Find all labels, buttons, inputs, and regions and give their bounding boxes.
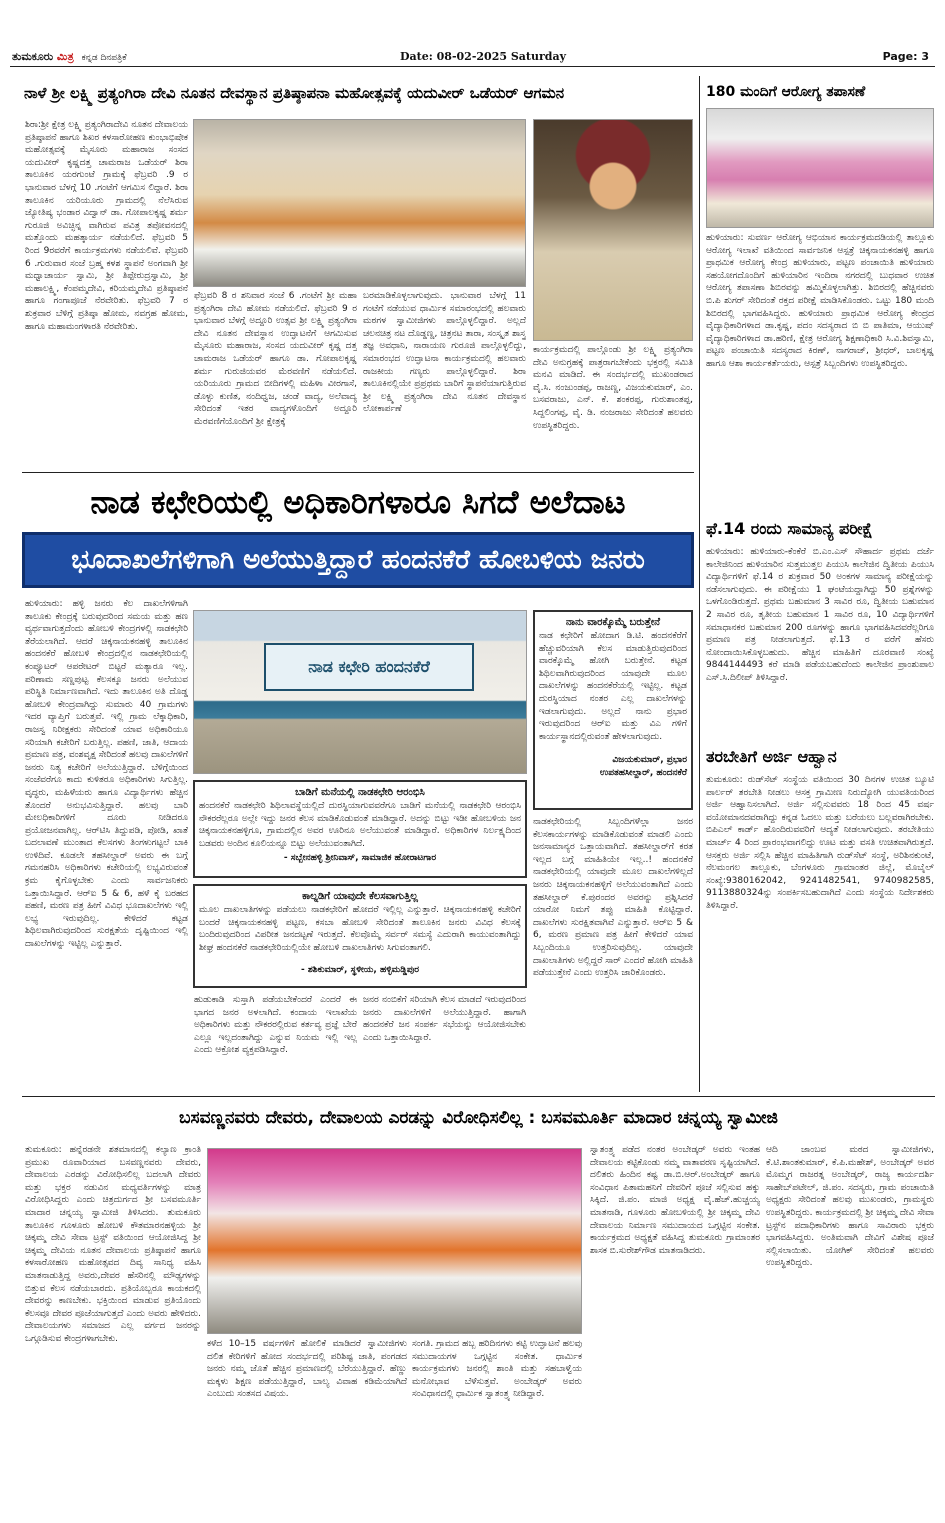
quote-box-signature-1: ವಿಜಯಕುಮಾರ್, ಪ್ರಭಾರ xyxy=(612,755,687,765)
seer-speaking-photo xyxy=(207,1148,582,1334)
section-rule xyxy=(22,472,694,473)
nada-kacheri-office-photo xyxy=(193,610,527,774)
story4-body: ಹುಳಿಯಾರು: ಹುಳಿಯಾರು-ಕೆಂಕೆರೆ ಬಿ.ಎಂ.ಎಸ್ ಸೌಹಾರ್ದ ಪ್ರಥಮ ದರ್ಜೆ ಕಾಲೇಜಿನಿಂದ ಹುಳಿಯಾರಿನ ಸುತ್ತಮುತ್ತಲ ಪಿಯುಸಿ ಕಾಲೇಜಿನ ದ್ವಿತೀಯ ಪಿಯುಸಿ ವಿದ್ಯಾರ್ಥಿಗಳಿಗೆ ಫೆ.14 ರ ಶುಕ್ರವಾರ 50 ಅಂಕಗಳ ಸಾಮಾನ್ಯ ಪರೀಕ್ಷೆಯನ್ನು ನಡೆಸಲಾಗುವುದು. ಈ ಪರೀಕ್ಷೆಯು 1 ಘಂಟೆಯದ್ದಾಗಿದ್ದು 50 ಪ್ರಶ್ನೆಗಳನ್ನು ಒಳಗೊಂಡಿರುತ್ತದೆ. ಪ್ರಥಮ ಬಹುಮಾನ 3 ಸಾವಿರ ರೂ, ದ್ವಿತೀಯ ಬಹುಮಾನ 2 ಸಾವಿರ ರೂ, ತೃತೀಯ ಬಹುಮಾನ 1 ಸಾವಿರ ರೂ, 10 ವಿದ್ಯಾರ್ಥಿಗಳಿಗೆ ಸಮಾಧಾನಕರ ಬಹುಮಾನ 200 ರೂಗಳನ್ನು ಹಾಗೂ ಭಾಗವಹಿಸಿದವರೆಲ್ಲರಿಗೂ ಪ್ರಮಾಣ ಪತ್ರ ನೀಡಲಾಗುತ್ತದೆ. ಫೆ.13 ರ ವರೆಗೆ ಹೆಸರು ನೋಂದಾಯಿಸಿಕೊಳ್ಳಬಹುದು. ಹೆಚ್ಚಿನ ಮಾಹಿತಿಗೆ ದೂರವಾಣಿ ಸಂಖ್ಯೆ 9844144493 ಕರೆ ಮಾಡಿ ಪಡೆಯಬಹುದೆಂದು ಕಾಲೇಜಿನ ಪ್ರಾಂಶುಪಾಲ ಎಸ್.ಸಿ.ದಿಲೀಪ್ ತಿಳಿಸಿದ್ದಾರೆ. xyxy=(706,547,934,683)
story5-body: ತುಮಕೂರು: ರುಡ್‌ಸೆಟ್ ಸಂಸ್ಥೆಯ ವತಿಯಿಂದ 30 ದಿನಗಳ ಉಚಿತ ಬ್ಯೂಟಿ ಪಾರ್ಲರ್ ತರಬೇತಿ ನೀಡಲು ಆಸಕ್ತ ಗ್ರಾಮೀಣ ನಿರುದ್ಯೋಗಿ ಯುವತಿಯರಿಂದ ಅರ್ಜಿ ಆಹ್ವಾನಿಸಲಾಗಿದೆ. ಅರ್ಜಿ ಸಲ್ಲಿಸುವವರು 18 ರಿಂದ 45 ವರ್ಷ ವಯೋಮಾನದವರಾಗಿದ್ದು ಕನ್ನಡ ಓದಲು ಮತ್ತು ಬರೆಯಲು ಬಲ್ಲವರಾಗಿರಬೇಕು. ಬಿಪಿಎಲ್ ಕಾರ್ಡ್ ಹೊಂದಿರುವವರಿಗೆ ಆದ್ಯತೆ ನೀಡಲಾಗುವುದು. ತರಬೇತಿಯು ಮಾರ್ಚ್ 4 ರಿಂದ ಪ್ರಾರಂಭವಾಗಲಿದ್ದು ಊಟ ಮತ್ತು ವಸತಿ ಉಚಿತವಾಗಿರುತ್ತದೆ. ಆಸಕ್ತರು ಅರ್ಜಿ ಸಲ್ಲಿಸಿ ಹೆಚ್ಚಿನ ಮಾಹಿತಿಗಾಗಿ ರುಡ್‌ಸೆಟ್ ಸಂಸ್ಥೆ, ಅರಿಶಿನಕುಂಟೆ, ನೆಲಮಂಗಲ ತಾಲ್ಲೂಕು, ಬೆಂಗಳೂರು ಗ್ರಾಮಾಂತರ ಜಿಲ್ಲೆ, ಮೊಬೈಲ್ ಸಂಖ್ಯೆ:9380162042, 9241482541, 9740982585, 9113880324ನ್ನು ಸಂಪರ್ಕಿಸಬಹುದಾಗಿದೆ ಎಂದು ಸಂಸ್ಥೆಯ ನಿರ್ದೇಶಕರು ತಿಳಿಸಿದ್ದಾರೆ. xyxy=(706,775,934,911)
story1-headline: ನಾಳೆ ಶ್ರೀ ಲಕ್ಷ್ಮಿ ಪ್ರತ್ಯಂಗಿರಾ ದೇವಿ ನೂತನ ದೇವಸ್ಥಾನ ಪ್ರತಿಷ್ಠಾಪನಾ ಮಹೋತ್ಸವಕ್ಕೆ ಯದುವೀರ್ ಒಡೆಯರ್ ಆಗಮನ xyxy=(24,84,565,102)
box-rent-office xyxy=(193,780,527,878)
temple-ceremony-photo xyxy=(193,119,526,287)
story3-column-1: ಹುಳಿಯಾರು: ಹಳ್ಳಿ ಜನರು ಕೆಲ ದಾಖಲೆಗಳಿಗಾಗಿ ತಾಲೂಕು ಕೇಂದ್ರಕ್ಕೆ ಬರುವುದರಿಂದ ಸಮಯ ಮತ್ತು ಹಣ ವ್ಯರ್ಥವಾಗುತ್ತದೆಂದು ಹೋಬಳಿ ಕೇಂದ್ರಗಳಲ್ಲಿ ನಾಡಕಛೇರಿ ತೆರೆಯಲಾಗಿದೆ. ಆದರೆ ಚಿಕ್ಕನಾಯಕನಹಳ್ಳಿ ತಾಲೂಕಿನ ಹಂದನಕೆರೆ ಹೋಬಳಿ ಕೇಂದ್ರದಲ್ಲಿನ ನಾಡಕಛೇರಿಯಲ್ಲಿ ಕಂಪ್ಯೂಟರ್ ಆಪರೇಟರ್ ಬಿಟ್ಟರೆ ಮತ್ಯಾರೂ ಇಲ್ಲ. ಪರಿಣಾಮ ಸಣ್ಣಪುಟ್ಟ ಕೆಲಸಕ್ಕೂ ಜನರು ಅಲೆಯುವ ಪರಿಸ್ಥಿತಿ ನಿರ್ಮಾಣವಾಗಿದೆ. ಇದು ತಾಲೂಕಿನ ಅತಿ ದೊಡ್ಡ ಹೋಬಳಿ ಕೇಂದ್ರವಾಗಿದ್ದು ಸುಮಾರು 40 ಗ್ರಾಮಗಳು ಇದರ ವ್ಯಾಪ್ತಿಗೆ ಬರುತ್ತವೆ. ಇಲ್ಲಿ ಗ್ರಾಮ ಲೆಕ್ಕಾಧಿಕಾರಿ, ರಾಜಸ್ವ ನಿರೀಕ್ಷಕರು ಸೇರಿದಂತೆ ಯಾವ ಅಧಿಕಾರಿಯೂ ಸರಿಯಾಗಿ ಕಚೇರಿಗೆ ಬರುತ್ತಿಲ್ಲ. ಪಹಣಿ, ಜಾತಿ, ಆದಾಯ ಪ್ರಮಾಣ ಪತ್ರ, ವಂಶವೃಕ್ಷ ಸೇರಿದಂತೆ ಹಲವು ದಾಖಲೆಗಳಿಗೆ ಜನರು ನಿತ್ಯ ಕಚೇರಿಗೆ ಅಲೆಯುತ್ತಿದ್ದಾರೆ. ಬೆಳಿಗ್ಗೆಯಿಂದ ಸಂಜೆವರೆಗೂ ಕಾದು ಕುಳಿತರೂ ಅಧಿಕಾರಿಗಳು ಸಿಗುತ್ತಿಲ್ಲ. ವೃದ್ಧರು, ಮಹಿಳೆಯರು ಹಾಗೂ ವಿದ್ಯಾರ್ಥಿಗಳು ಹೆಚ್ಚಿನ ತೊಂದರೆ ಅನುಭವಿಸುತ್ತಿದ್ದಾರೆ. ಹಲವು ಬಾರಿ ಮೇಲಧಿಕಾರಿಗಳಿಗೆ ದೂರು ನೀಡಿದರೂ ಪ್ರಯೋಜನವಾಗಿಲ್ಲ. ಆರ್‌ಟಿಸಿ ತಿದ್ದುಪಡಿ, ಪೋಡಿ, ಖಾತೆ ಬದಲಾವಣೆ ಮುಂತಾದ ಕೆಲಸಗಳು ತಿಂಗಳುಗಟ್ಟಲೆ ಬಾಕಿ ಉಳಿದಿವೆ. ಕೂಡಲೇ ತಹಸೀಲ್ದಾರ್ ಅವರು ಈ ಬಗ್ಗೆ ಗಮನಹರಿಸಿ ಅಧಿಕಾರಿಗಳು ಕಚೇರಿಯಲ್ಲಿ ಲಭ್ಯವಿರುವಂತೆ ಕ್ರಮ ಕೈಗೊಳ್ಳಬೇಕು ಎಂದು ಸಾರ್ವಜನಿಕರು ಒತ್ತಾಯಿಸಿದ್ದಾರೆ. ಆರ್‌ಐ 5 & 6, ಹಳೆ ಕೈ ಬರಹದ ಪಹಣಿ, ಮರಣ ಪತ್ರ ಹೀಗೆ ವಿವಿಧ ಭೂದಾಖಲೆಗಳು ಇಲ್ಲಿ ಲಭ್ಯ ಇರುವುದಿಲ್ಲ. ಕೇಳಿದರೆ ಕಟ್ಟಡ ಶಿಥಿಲವಾಗಿರುವುದರಿಂದ ಸುರಕ್ಷತೆಯ ದೃಷ್ಟಿಯಿಂದ ಇಲ್ಲಿ ದಾಖಲೆಗಳನ್ನು ಇಟ್ಟಿಲ್ಲ ಎನ್ನುತ್ತಾರೆ. xyxy=(25,599,188,950)
story1-column-1: ಶಿರಾ:ಶ್ರೀ ಕ್ಷೇತ್ರ ಲಕ್ಷ್ಮಿ ಪ್ರತ್ಯಂಗಿರಾದೇವಿ ನೂತನ ದೇವಾಲಯ ಪ್ರತಿಷ್ಠಾಪನೆ ಹಾಗೂ ಶಿಖರ ಕಳಸಾರೋಹಣ ಕುಂಭಾಭಿಷೇಕ ಮಹೋತ್ಸವಕ್ಕೆ ಮೈಸೂರು ಮಹಾರಾಜ ಸಂಸದ ಯದುವೀರ್ ಕೃಷ್ಣದತ್ತ ಚಾಮರಾಜ ಒಡೆಯರ್ ಶಿರಾ ತಾಲೂಕಿನ ಯರಗುಂಟೆ ಗ್ರಾಮಕ್ಕೆ ಫೆಬ್ರವರಿ .9 ರ ಭಾನುವಾರ ಬೆಳಗ್ಗೆ 10 .ಗಂಟೆಗೆ ಆಗಮಿಸ ಲಿದ್ದಾರೆ. ಶಿರಾ ತಾಲೂಕಿನ ಯರಿಯೂರು ಗ್ರಾಮದಲ್ಲಿ ನೆಲೆಸಿರುವ ಜ್ಯೋತಿಷ್ಯ ಭಂಡಾರ ವಿದ್ವಾನ್ ಡಾ. ಗೋಪಾಲಕೃಷ್ಣ ಶರ್ಮ ಗುರೂಜಿ ಅವಿಚ್ಛಿನ್ನ ವಾಗಿರುವ ಪವಿತ್ರ ತಪೋವನದಲ್ಲಿ ಮತ್ತೊಂದು ಮಹತ್ಕಾರ್ಯ ನಡೆಯಲಿದೆ. ಫೆಬ್ರವರಿ 5 ರಿಂದ 9ರವರೆಗೆ ಕಾರ್ಯಕ್ರಮಗಳು ನಡೆಯಲಿವೆ. ಫೆಬ್ರವರಿ 6 .ಗುರುವಾರ ಸಂಜೆ ಬ್ರಹ್ಮ ಕಳಶ ಸ್ಥಾಪನೆ ಅಂಗವಾಗಿ ಶ್ರೀ ಮಧ್ವಾಚಾರ್ಯ ಸ್ವಾಮಿ, ಶ್ರೀ ತಿಪ್ಪೇರುದ್ರಸ್ವಾಮಿ, ಶ್ರೀ ಮಹಾಲಕ್ಷ್ಮಿ, ಕೆಂಪಮ್ಮದೇವಿ, ಕರಿಯಮ್ಮದೇವಿ ಪ್ರತಿಷ್ಠಾಪನೆ ಹಾಗೂ ಗಂಗಾಪೂಜೆ ನೆರವೇರಿತು. ಫೆಬ್ರವರಿ 7 ರ ಶುಕ್ರವಾರ ಬೆಳಿಗ್ಗೆ ಪ್ರತಿಷ್ಠಾ ಹೋಮ, ನವಗ್ರಹ ಹೋಮ, ಹಾಗೂ ಮಹಾಮಂಗಳಾರತಿ ನೆರವೇರಿತು. xyxy=(25,120,188,332)
story3-column-2-bottom: ಹುಡುಕಾಡಿ ಸುಸ್ತಾಗಿ ಪಡೆಯಬೇಕೆಂದರೆ ಎಂದರೆ ಈ ಭಾಗದ ಜನರ ಅಳಲಾಗಿದೆ. ಕಂದಾಯ ಇಲಾಖೆಯ ಅಧಿಕಾರಿಗಳು ಮತ್ತು ನೌಕರರಲ್ಲಿರುವ ಕರ್ತವ್ಯ ಪ್ರಜ್ಞೆ ಬೇರೆ ಎಲ್ಲೂ ಇಲ್ಲದಂತಾಗಿದ್ದು ಎನ್ನುವ ನಿಯಮ ಇಲ್ಲಿ ಇಲ್ಲ ಎಂದು ಆಕ್ರೋಶ ವ್ಯಕ್ತಪಡಿಸಿದ್ದಾರೆ. xyxy=(194,995,357,1056)
story6-caption: ಕಳೆದ 10–15 ವರ್ಷಗಳಿಗೆ ಹೋಲಿಕೆ ಮಾಡಿದರೆ ಸ್ವಾಮೀಜಿಗಳು ದಲಿತ ಕೇರಿಗಳಿಗೆ ಹೋದ ಸಂದರ್ಭದಲ್ಲಿ ಪರಿಶಿಷ್ಟ ಜಾತಿ, ಪಂಗಡದ ಜನರು ನಮ್ಮ ಜೊತೆ ಹೆಚ್ಚಿನ ಪ್ರಮಾಣದಲ್ಲಿ ಬೆರೆಯುತ್ತಿದ್ದಾರೆ. ಹೆಣ್ಣು ಮಕ್ಕಳು ಶಿಕ್ಷಣ ಪಡೆಯುತ್ತಿದ್ದಾರೆ, ಬಾಲ್ಯ ವಿವಾಹ ಕಡಿಮೆಯಾಗಿದೆ ಎಂಬುದು ಸಂತಸದ ವಿಷಯ. xyxy=(207,1339,407,1400)
story2-body: ಹುಳಿಯಾರು: ಸುವರ್ಣ ಆರೋಗ್ಯ ಆಭಿಯಾನ ಕಾರ್ಯಕ್ರಮದಡಿಯಲ್ಲಿ ತಾಲ್ಲೂಕು ಆರೋಗ್ಯ ಇಲಾಖೆ ವತಿಯಿಂದ ಸಾರ್ವಜನಿಕ ಆಸ್ಪತ್ರೆ ಚಿಕ್ಕನಾಯಕನಹಳ್ಳಿ ಹಾಗೂ ಪ್ರಾಥಮಿಕ ಆರೋಗ್ಯ ಕೇಂದ್ರ ಹುಳಿಯಾರು, ಪಟ್ಟಣ ಪಂಚಾಯಿತಿ ಹುಳಿಯಾರು ಸಹಯೋಗದೊಂದಿಗೆ ಹುಳಿಯಾರಿನ ಇಂದಿರಾ ನಗರದಲ್ಲಿ ಬುಧವಾರ ಉಚಿತ ಆರೋಗ್ಯ ತಪಾಸಣಾ ಶಿಬಿರವನ್ನು ಹಮ್ಮಿಕೊಳ್ಳಲಾಗಿತ್ತು. ಶಿಬಿರದಲ್ಲಿ ಹೆಚ್ಚಿನವರು ಬಿ.ಪಿ ಶುಗರ್ ಸೇರಿದಂತೆ ರಕ್ತದ ಪರೀಕ್ಷೆ ಮಾಡಿಸಿಕೊಂಡರು. ಒಟ್ಟು 180 ಮಂದಿ ಶಿಬಿರದಲ್ಲಿ ಭಾಗವಹಿಸಿದ್ದರು. ಹುಳಿಯಾರು ಪ್ರಾಥಮಿಕ ಆರೋಗ್ಯ ಕೇಂದ್ರದ ವೈದ್ಯಾಧಿಕಾರಿಗಳಾದ ಡಾ.ಕೃಷ್ಣ, ಪದಂ ಸದಸ್ಯರಾದ ಬಿ ಬಿ ಪಾತಿಮಾ, ಆಯುಷ್ ವೈದ್ಯಾಧಿಕಾರಿಗಳಾದ ಡಾ.ಹರಿಣಿ, ಕ್ಷೇತ್ರ ಆರೋಗ್ಯ ಶಿಕ್ಷಣಾಧಿಕಾರಿ ಸಿ.ವಿ.ಶಿವಸ್ವಾಮಿ, ಪಟ್ಟಣ ಪಂಚಾಯಿತಿ ಸದಸ್ಯರಾದ ಕಿರಣ್, ನಾಗರಾಜ್, ಶ್ರೀಧರ್, ಬಾಲಕೃಷ್ಣ ಹಾಗೂ ಆಶಾ ಕಾರ್ಯಕರ್ತೆಯರು, ಆಸ್ಪತ್ರೆ ಸಿಬ್ಬಂದಿಗಳು ಉಪಸ್ಥಿತರಿದ್ದರು. xyxy=(706,233,934,369)
quote-box-body: ನಾಡ ಕಛೇರಿಗೆ ಹೋದಾಗ ಡಿ.ಟಿ. ಹಂದನಕೆರೆಗೆ ಹೆಚ್ಚುವರಿಯಾಗಿ ಕೆಲಸ ಮಾಡುತ್ತಿರುವುದರಿಂದ ವಾರಕ್ಕೊಮ್ಮೆ ಹೋಗಿ ಬರುತ್ತೇನೆ. ಕಟ್ಟಡ ಶಿಥಿಲವಾಗಿರುವುದರಿಂದ ಯಾವುದೇ ಮೂಲ ದಾಖಲೆಗಳನ್ನು ಹಂದನಕೆರೆಯಲ್ಲಿ ಇಟ್ಟಿಲ್ಲ. ಕಟ್ಟಡ ದುರಸ್ಥಿಯಾದ ನಂತರ ಎಲ್ಲ ದಾಖಲೆಗಳನ್ನು ಇಡಲಾಗುವುದು. ಅಲ್ಲದೆ ನಾನು ಪ್ರಭಾರ ಇರುವುದರಿಂದ ಆರ್‌ಐ ಮತ್ತು ವಿಎ ಗಳಿಗೆ ಕಾರ್ಯಸ್ಥಾನದಲ್ಲಿರುವಂತೆ ಹೇಳಲಾಗುವುದು. xyxy=(539,631,687,742)
story3-column-3: ನಾಡಕಛೇರಿಯಲ್ಲಿ ಸಿಬ್ಬಂದಿಗಳೆಲ್ಲಾ ಜನರ ಕೆಲಸಕಾರ್ಯಗಳನ್ನು ಮಾಡಿಕೊಡುವಂತೆ ಮಾಡಲಿ ಎಂದು ಜನಸಾಮಾನ್ಯರ ಒತ್ತಾಯವಾಗಿದೆ. ತಹಸೀಲ್ದಾರ್‌ಗೆ ಕರತ ಇಲ್ಲದ ಬಗ್ಗೆ ಮಾಹಿತಿಯೇ ಇಲ್ಲ..! ಹಂದನಕೆರೆ ನಾಡಕಛೇರಿಯಲ್ಲಿ ಯಾವುದೇ ಮೂಲ ದಾಖಲೆಗಳಿಲ್ಲದೆ ಜನರು ಚಿಕ್ಕನಾಯಕನಹಳ್ಳಿಗೆ ಅಲೆಯುವಂತಾಗಿದೆ ಎಂದು ತಹಸೀಲ್ದಾರ್ ಕೆ.ಪುರಂದರ ಅವರನ್ನು ಪ್ರಶ್ನಿಸಿದರೆ ಯಾರೋ ನಿಮಗೆ ತಪ್ಪು ಮಾಹಿತಿ ಕೊಟ್ಟಿದ್ದಾರೆ. ದಾಖಲೆಗಳು ಸುರಕ್ಷಿತವಾಗಿವೆ ಎನ್ನುತ್ತಾರೆ. ಆರ್‌ಐ 5 & 6, ಮರಣ ಪ್ರಮಾಣ ಪತ್ರ ಹೀಗೆ ಕೇಳಿದರೆ ಯಾವ ಸಿಬ್ಬಂದಿಯೂ ಉತ್ತರಿಸುವುದಿಲ್ಲ. ಯಾವುದೇ ದಾಖಲಾತಿಗಳು ಅಲ್ಲಿದ್ದರೆ ಸಾರ್ ಎಂದರೆ ಹೋಗಿ ಮಾಹಿತಿ ಪಡೆಯುತ್ತೇನೆ ಎಂದು ಉತ್ತರಿಸಿ ಜಾರಿಕೊಂಡರು. xyxy=(533,817,693,979)
box-rent-office-title: ಬಾಡಿಗೆ ಮನೆಯಲ್ಲಿ ನಾಡಕಛೇರಿ ಆರಂಭಿಸಿ xyxy=(295,787,425,798)
newspaper-brand xyxy=(12,50,127,64)
story1-column-4: ಕಾರ್ಯಕ್ರಮದಲ್ಲಿ ಪಾಲ್ಗೊಂಡು ಶ್ರೀ ಲಕ್ಷ್ಮಿ ಪ್ರತ್ಯಂಗಿರಾ ದೇವಿ ಅನುಗ್ರಹಕ್ಕೆ ಪಾತ್ರರಾಗಬೇಕೆಂದು ಭಕ್ತರಲ್ಲಿ ಸಮಿತಿ ಮನವಿ ಮಾಡಿದೆ. ಈ ಸಂದರ್ಭದಲ್ಲಿ ಮುಖಂಡರಾದ ವೈ.ಸಿ. ನಂಜುಂಡಪ್ಪ, ರಾಜಣ್ಣ, ವಿಜಯಕುಮಾರ್, ಎಂ. ಬಸವರಾಜು, ಎನ್. ಕೆ. ಶಂಕರಪ್ಪ, ಗುರುಶಾಂತಪ್ಪ, ಸಿದ್ದಲಿಂಗಪ್ಪ, ವೈ. ಡಿ. ನಂಜರಾಜು ಸೇರಿದಂತೆ ಹಲವರು ಉಪಸ್ಥಿತರಿದ್ದರು. xyxy=(533,345,693,431)
health-camp-photo xyxy=(706,108,934,228)
brand-tagline: ಕನ್ನಡ ದಿನಪತ್ರಿಕೆ xyxy=(81,53,127,63)
box-rent-office-signature: - ಸಬ್ಬೇನಹಳ್ಳಿ ಶ್ರೀನಿವಾಸ್, ಸಾಮಾಜಿಕ ಹೋರಾಟಗಾರ xyxy=(283,853,437,863)
quote-box-deputy-tahsildar xyxy=(533,610,693,810)
story1-column-3: ಬರಮಾಡಿಕೊಳ್ಳಲಾಗುವುದು. ಭಾನುವಾರ ಬೆಳಗ್ಗೆ 11 ಗಂಟೆಗೆ ನಡೆಯುವ ಧಾರ್ಮಿಕ ಸಮಾರಂಭದಲ್ಲಿ ಹಲವಾರು ಮಠಗಳ ಸ್ವಾಮೀಜಿಗಳು ಪಾಲ್ಗೊಳ್ಳಲಿದ್ದಾರೆ. ಅಲ್ಲದೆ ಚಲನಚಿತ್ರ ನಟ ದೊಡ್ಡಣ್ಣ, ಚಿತ್ರನಟ ತಾರಾ, ಸಂಸ್ಕೃತ ಶಾಸ್ತ್ರ ತಜ್ಞ ಅವಧಾನಿ, ನಾರಾಯಣ ಗುರೂಜಿ ಪಾಲ್ಗೊಳ್ಳಲಿದ್ದು, ಸಮಾರಂಭದ ಉದ್ಘಾಟನಾ ಕಾರ್ಯಕ್ರಮದಲ್ಲಿ ಹಲವಾರು ರಾಜಕೀಯ ಗಣ್ಯರು ಪಾಲ್ಗೊಳ್ಳಲಿದ್ದಾರೆ. ಶಿರಾ ತಾಲೂಕಿನಲ್ಲಿಯೇ ಪ್ರಪ್ರಥಮ ಬಾರಿಗೆ ಸ್ಥಾಪನೆಯಾಗುತ್ತಿರುವ ಶ್ರೀ ಲಕ್ಷ್ಮಿ ಪ್ರತ್ಯಂಗಿರಾ ದೇವಿ ನೂತನ ದೇವಸ್ಥಾನ ಲೋಕಾರ್ಪಣೆ xyxy=(363,291,526,415)
box-rent-office-body: ಹಂದನಕೆರೆ ನಾಡಕಛೇರಿ ಶಿಥಿಲಾವಸ್ಥೆಯಲ್ಲಿದೆ ದುರಸ್ಥಿಯಾಗುವವರೆಗೂ ಬಾಡಿಗೆ ಮನೆಯಲ್ಲಿ ನಾಡಕಛೇರಿ ಆರಂಭಿಸಿ ನೌಕರರೆಲ್ಲರೂ ಅಲ್ಲೇ ಇದ್ದು ಜನರ ಕೆಲಸ ಮಾಡಿಕೊಡುವಂತೆ ಮಾಡಿದ್ದಾರೆ. ಅದನ್ನು ಬಿಟ್ಟು ಇಡೀ ಹೋಬಳಿಯ ಜನ ಚಿಕ್ಕನಾಯಕನಹಳ್ಳಿಗೂ, ಗ್ರಾಮದಲ್ಲಿನ ಅವರ ಊರಿನೂ ಅಲೆಯುವಂತೆ ಮಾಡಿದ್ದಾರೆ. ಅಧಿಕಾರಿಗಳ ನಿರ್ಲಕ್ಷ್ಯದಿಂದ ಬಡವರು ಅಂದಿನ ಕೂಲಿಯನ್ನೂ ಬಿಟ್ಟು ಅಲೆಯುವಂತಾಗಿದೆ. xyxy=(199,801,521,849)
quote-box-signature-2: ಉಪತಹಸೀಲ್ದಾರ್, ಹಂದನಕೆರೆ xyxy=(599,767,687,778)
story4-headline: ಫೆ.14 ರಂದು ಸಾಮಾನ್ಯ ಪರೀಕ್ಷೆ xyxy=(706,519,873,538)
story6-headline: ಬಸವಣ್ಣನವರು ದೇವರು, ದೇವಾಲಯ ಎರಡನ್ನು ವಿರೋಧಿಸಲಿಲ್ಲ : ಬಸವಮೂರ್ತಿ ಮಾದಾರ ಚನ್ನಯ್ಯ ಸ್ವಾಮೀಜಿ xyxy=(179,1108,778,1128)
brand-name-part1: ತುಮಕೂರು xyxy=(12,50,54,63)
story6-column-2: ಸಂಗತಿ. ಗ್ರಾಮದ ಹಬ್ಬ ಹರಿದಿನಗಳು ಕಟ್ಟಿ ಉದ್ಘಾಟನೆ ಹಲವು ಸಮುದಾಯಗಳ ಒಗ್ಗಟ್ಟಿನ ಸಂಕೇತ. ಧಾರ್ಮಿಕ ಕಾರ್ಯಕ್ರಮಗಳು ಜನರಲ್ಲಿ ಶಾಂತಿ ಮತ್ತು ಸಹಬಾಳ್ವೆಯ ಮನೋಭಾವ ಬೆಳೆಸುತ್ತವೆ. ಅಂಬೇಡ್ಕರ್ ಅವರು ಸಂವಿಧಾನದಲ್ಲಿ ಧಾರ್ಮಿಕ ಸ್ವಾತಂತ್ರ್ಯ ನೀಡಿದ್ದಾರೆ. xyxy=(412,1339,582,1400)
box-no-work xyxy=(193,884,527,988)
blue-subheadline-text: ಭೂದಾಖಲೆಗಳಿಗಾಗಿ ಅಲೆಯುತ್ತಿದ್ದಾರೆ ಹಂದನಕೆರೆ ಹೋಬಳಿಯ ಜನರು xyxy=(71,544,645,575)
story6-column-1: ತುಮಕೂರು: ಹನ್ನೆರಡನೇ ಶತಮಾನದಲ್ಲಿ ಕಲ್ಯಾಣ ಕ್ರಾಂತಿ ಪ್ರಮುಖ ರೂವಾರಿಯಾದ ಬಸವಣ್ಣನವರು ದೇವರು, ದೇವಾಲಯ ಎರಡನ್ನು ವಿರೋಧಿಸಲಿಲ್ಲ ಬದಲಾಗಿ ದೇವರು ಮತ್ತು ಭಕ್ತರ ನಡುವಿನ ಮಧ್ಯವರ್ತಿಗಳನ್ನು ಮಾತ್ರ ವಿರೋಧಿಸಿದ್ದರು ಎಂದು ಚಿತ್ರದುರ್ಗದ ಶ್ರೀ ಬಸವಮೂರ್ತಿ ಮಾದಾರ ಚನ್ನಯ್ಯ ಸ್ವಾಮೀಜಿ ತಿಳಿಸಿದರು. ತುಮಕೂರು ತಾಲೂಕಿನ ಗೂಳೂರು ಹೋಬಳಿ ಕೌತಮಾರನಹಳ್ಳಿಯ ಶ್ರೀ ಚಿಕ್ಕಮ್ಮ ದೇವಿ ಸೇವಾ ಟ್ರಸ್ಟ್ ವತಿಯಿಂದ ಆಯೋಜಿಸಿದ್ದ ಶ್ರೀ ಚಿಕ್ಕಮ್ಮ ದೇವಿಯ ನೂತನ ದೇವಾಲಯ ಪ್ರತಿಷ್ಠಾಪನೆ ಹಾಗೂ ಕಳಸಾರೋಹಣ ಮಹೋತ್ಸವದ ದಿವ್ಯ ಸಾನಿಧ್ಯ ವಹಿಸಿ ಮಾತನಾಡುತ್ತಿದ್ದ ಅವರು,ದೇವರ ಹೆಸರಿನಲ್ಲಿ ಮೌಢ್ಯಗಳನ್ನು ಬಿತ್ತುವ ಕೆಲಸ ನಡೆಯಬಾರದು. ಪ್ರತಿಯೊಬ್ಬರೂ ಕಾಯಕದಲ್ಲಿ ದೇವರನ್ನು ಕಾಣಬೇಕು. ಭಕ್ತಿಯಿಂದ ಮಾಡುವ ಪ್ರತಿಯೊಂದು ಕೆಲಸವೂ ದೇವರ ಪೂಜೆಯಾಗುತ್ತದೆ ಎಂದು ಅವರು ಹೇಳಿದರು. ದೇವಾಲಯಗಳು ಸಮಾಜದ ಎಲ್ಲ ವರ್ಗದ ಜನರನ್ನು ಒಗ್ಗೂಡಿಸುವ ಕೇಂದ್ರಗಳಾಗಬೇಕು. xyxy=(25,1145,201,1344)
section-rule-bottom xyxy=(22,1096,935,1097)
blue-subheadline-banner xyxy=(22,532,694,588)
office-headline: ನಾಡ ಕಛೇರಿಯಲ್ಲಿ ಅಧಿಕಾರಿಗಳಾರೂ ಸಿಗದೆ ಅಲೆದಾಟ xyxy=(90,483,626,521)
quote-box-title: ನಾನು ವಾರಕ್ಕೊಮ್ಮೆ ಬರುತ್ತೇನೆ xyxy=(565,617,661,628)
dateline: Date: 08-02-2025 Saturday xyxy=(400,50,566,63)
yaduveer-wodeyar-portrait xyxy=(533,119,693,341)
masthead-rule xyxy=(10,66,935,67)
box-no-work-signature: - ಶಶಿಕುಮಾರ್, ಸ್ಥಳೀಯ, ಹಳ್ಳಿಮಡ್ಡಿಪುರ xyxy=(300,965,420,975)
page-number: Page: 3 xyxy=(882,50,929,63)
box-no-work-title: ಕಾಲ್ನಡಿಗೆ ಯಾವುದೇ ಕೆಲಸವಾಗುತ್ತಿಲ್ಲ xyxy=(302,891,418,902)
office-signboard: ನಾಡ ಕಛೇರಿ ಹಂದನಕೆರೆ xyxy=(264,643,474,691)
box-no-work-body: ಮೂಲ ದಾಖಲಾತಿಗಳನ್ನು ಪಡೆಯಲು ನಾಡಕಛೇರಿಗೆ ಹೋದರೆ ಇಲ್ಲಿಲ್ಲ ಎನ್ನುತ್ತಾರೆ. ಚಿಕ್ಕನಾಯಕನಹಳ್ಳಿ ಕಚೇರಿಗೆ ಬಂದರೆ ಚಿಕ್ಕನಾಯಕನಹಳ್ಳಿ ಪಟ್ಟಣ, ಕಸಬಾ ಹೋಬಳಿ ಸೇರಿದಂತೆ ತಾಲೂಕಿನ ಜನರು ವಿವಿಧ ಕೆಲಸಕ್ಕೆ ಬಂದಿರುವುದರಿಂದ ವಿಪರೀತ ಜನದಟ್ಟಣೆ ಇರುತ್ತದೆ. ಕೆಲವೊಮ್ಮೆ ಸರ್ವರ್ ಸಮಸ್ಯೆ ಎದುರಾಗಿ ಕಾಯುವಂತಾಗಿದ್ದು ಶೀಘ್ರ ಹಂದನಕೆರೆ ನಾಡಕಛೇರಿಯಲ್ಲಿಯೇ ಹೋಬಳಿ ದಾಖಲಾತಿಗಳು ಸಿಗುವಂತಾಗಲಿ. xyxy=(199,905,521,953)
column-divider xyxy=(699,76,700,1092)
story5-headline: ತರಬೇತಿಗೆ ಅರ್ಜಿ ಆಹ್ವಾನ xyxy=(706,747,837,766)
story3-column-2b-bottom: ಜನರ ನಂಬಿಕೆಗೆ ಸರಿಯಾಗಿ ಕೆಲಸ ಮಾಡದೆ ಇರುವುದರಿಂದ ಜನರು ದಾಖಲೆಗಳಿಗೆ ಅಲೆಯುತ್ತಿದ್ದಾರೆ. ಹಾಗಾಗಿ ಹಂದನಕೆರೆ ಜನ ಸಂಪರ್ಕ ಸಭೆಯನ್ನು ಆಯೋಜಿಸಬೇಕು ಎಂದು ಒತ್ತಾಯಿಸಿದ್ದಾರೆ. xyxy=(363,995,526,1043)
story6-column-3: ಸ್ವಾತಂತ್ರ್ಯ ಪಡೆದ ನಂತರ ಅಂಬೇಡ್ಕರ್ ಅವರು ಇಂತಹ ದೇವಾಲಯ ಕಟ್ಟಿಕೊಂಡು ನಮ್ಮ ವಾತಾವರಣ ಸೃಷ್ಟಿಯಾಗಿದೆ. ದಲಿತರು ಹಿಂದಿನ ಕಷ್ಟ ಡಾ.ಬಿ.ಆರ್.ಅಂಬೇಡ್ಕರ್ ಹಾಗೂ ಸಂವಿಧಾನ ಪಿತಾಮಹನಿಗೆ ದೇವರಿಗೆ ಪೂಜೆ ಸಲ್ಲಿಸುವ ಹಕ್ಕು ಸಿಕ್ಕಿದೆ. ಜಿ.ಪಂ. ಮಾಜಿ ಅಧ್ಯಕ್ಷ ವೈ.ಹೆಚ್.ಹುಚ್ಚಯ್ಯ ಮಾತನಾಡಿ, ಗೂಳೂರು ಹೋಬಳಿಯಲ್ಲಿ ಶ್ರೀ ಚಿಕ್ಕಮ್ಮ ದೇವಿ ದೇವಾಲಯ ನಿರ್ಮಾಣ ಸಮುದಾಯದ ಒಗ್ಗಟ್ಟಿನ ಸಂಕೇತ. ಕಾರ್ಯಕ್ರಮದ ಅಧ್ಯಕ್ಷತೆ ವಹಿಸಿದ್ದ ತುಮಕೂರು ಗ್ರಾಮಾಂತರ ಶಾಸಕ ಬಿ.ಸುರೇಶ್‌ಗೌಡ ಮಾತನಾಡಿದರು. xyxy=(590,1145,760,1256)
story6-column-4: ಆದಿ ಜಾಂಬವ ಮಠದ ಸ್ವಾಮೀಜಿಗಳು, ಕೆ.ಟಿ.ಶಾಂತಕುಮಾರ್, ಕೆ.ಪಿ.ಮಹೇಶ್, ಅಂಬೇಡ್ಕರ್ ಅವರ ಮೊಮ್ಮಗ ರಾಜರತ್ನ ಅಂಬೇಡ್ಕರ್, ರಾಜ್ಯ ಕಾರ್ಯದರ್ಶಿ ಸಾಹೇಬ್‌ಪಟೇಲ್, ಜಿ.ಪಂ. ಸದಸ್ಯರು, ಗ್ರಾಮ ಪಂಚಾಯಿತಿ ಅಧ್ಯಕ್ಷರು ಸೇರಿದಂತೆ ಹಲವು ಮುಖಂಡರು, ಗ್ರಾಮಸ್ಥರು ಉಪಸ್ಥಿತರಿದ್ದರು. ಕಾರ್ಯಕ್ರಮದಲ್ಲಿ ಶ್ರೀ ಚಿಕ್ಕಮ್ಮ ದೇವಿ ಸೇವಾ ಟ್ರಸ್ಟ್‌ನ ಪದಾಧಿಕಾರಿಗಳು ಹಾಗೂ ಸಾವಿರಾರು ಭಕ್ತರು ಭಾಗವಹಿಸಿದ್ದರು. ಅಂತಿಮವಾಗಿ ದೇವಿಗೆ ವಿಶೇಷ ಪೂಜೆ ಸಲ್ಲಿಸಲಾಯಿತು. ಯೋಗಿಕ್ ಸೇರಿದಂತೆ ಹಲವರು ಉಪಸ್ಥಿತರಿದ್ದರು. xyxy=(766,1145,934,1269)
brand-name-part2: ಮಿತ್ರ xyxy=(56,50,74,63)
story2-headline: 180 ಮಂದಿಗೆ ಆರೋಗ್ಯ ತಪಾಸಣೆ xyxy=(706,84,866,100)
story1-column-2: ಫೆಬ್ರವರಿ 8 ರ ಶನಿವಾರ ಸಂಜೆ 6 .ಗಂಟೆಗೆ ಶ್ರೀ ಮಹಾ ಪ್ರತ್ಯಂಗಿರಾ ದೇವಿ ಹೋಮ ನಡೆಯಲಿದೆ. ಫೆಬ್ರವರಿ 9 ರ ಭಾನುವಾರ ಬೆಳಗ್ಗೆ ಅದ್ದೂರಿ ಉತ್ಸವ ಶ್ರೀ ಲಕ್ಷ್ಮಿ ಪ್ರತ್ಯಂಗಿರಾ ದೇವಿ ನೂತನ ದೇವಸ್ಥಾನ ಉದ್ಘಾಟನೆಗೆ ಆಗಮಿಸುವ ಮೈಸೂರು ಮಹಾರಾಜ, ಸಂಸದ ಯದುವೀರ್ ಕೃಷ್ಣ ದತ್ತ ಚಾಮರಾಜ ಒಡೆಯರ್ ಹಾಗೂ ಡಾ. ಗೋಪಾಲಕೃಷ್ಣ ಶರ್ಮ ಗುರುಜಿಯವರ ಮೆರವಣಿಗೆ ನಡೆಯಲಿದೆ. ಯರಿಯೂರು ಗ್ರಾಮದ ಬೀದಿಗಳಲ್ಲಿ ಮಹಿಳಾ ವೀರಗಾಸೆ, ಡೊಳ್ಳು ಕುಣಿತ, ನಂದಿಧ್ವಜ, ಚಂಡೆ ವಾದ್ಯ, ಅಲೆವಾದ್ಯ ಸೇರಿದಂತೆ ಇತರ ವಾದ್ಯಗಳೊಂದಿಗೆ ಅದ್ದೂರಿ ಮೆರವಣಿಗೆಯೊಂದಿಗೆ ಶ್ರೀ ಕ್ಷೇತ್ರಕ್ಕೆ xyxy=(194,291,357,427)
